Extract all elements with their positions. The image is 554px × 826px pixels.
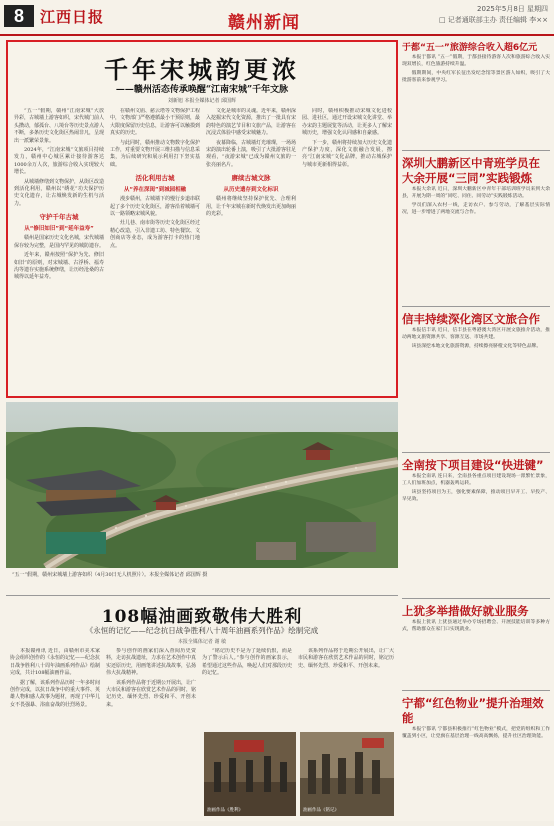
paragraph: 在赣州文庙、慈云塔等文物保护工程中，文物部门严格遵循最小干预原则，最大限度保留历史信息，让游客可以触摸到真实的历史。 <box>110 108 200 137</box>
paragraph: 该县深挖本地文化旅游资源，持续擦亮脐橙文化等特色品牌。 <box>411 343 542 349</box>
paragraph: 本报于都讯 “五一”假期，于都县接待游客人次和旅游综合收入实现双增长，红色旅游持续升温。 <box>402 55 550 67</box>
section-heading: 守护千年古城 <box>39 213 79 222</box>
paragraph: 下一步，赣州将持续加大历史文化遗产保护力度，深化文旅融合发展，擦亮“江南宋城”文化品牌，推动古城保护与城市更新相得益彰。 <box>302 139 392 168</box>
section-subheading: 从“修旧如旧”到“延年益寿” <box>24 226 94 233</box>
oil-painting-2 <box>300 732 394 816</box>
lead-title: 千年宋城韵更浓 <box>104 55 300 84</box>
sidebar-article-text <box>402 726 550 826</box>
date-line: 2025年5月8日 星期四 <box>477 5 548 13</box>
paragraph: 参与创作的画家们深入查阅历史资料，走访抗战遗址，力求在艺术创作中真实还原历史，用画笔讲述抗战故事，弘扬伟大抗战精神。 <box>106 648 196 677</box>
header-info <box>439 4 548 26</box>
article2-column-4 <box>298 648 394 728</box>
paragraph: 从城墙修缮到文物保护，从街区改造到活化利用，赣州以“绣花”功夫保护历史文化遗存，让古城焕发新的生机与活力。 <box>14 178 104 207</box>
divider <box>402 150 550 151</box>
painting-illustration <box>300 732 394 816</box>
photo-caption: “五一”假期，赣州宋城墙上游客如织（4月30日无人机照片）。本报全媒体记者 邱国辉 摄 <box>12 572 208 578</box>
divider <box>402 452 550 453</box>
lead-column-1 <box>14 108 104 394</box>
article2-subtitle: 《永恒的记忆——纪念抗日战争胜利八十周年油画系列作品》绘制完成 <box>85 626 319 635</box>
section-subheading: 从“养在深闺”到城园相融 <box>123 187 187 194</box>
sidebar-article-text <box>402 327 550 445</box>
sidebar-article-text <box>402 619 550 681</box>
article2-column-3 <box>202 648 292 728</box>
sidebar-article-title: 宁都“红色物业”提升治理效能 <box>402 696 544 725</box>
paragraph: 灶儿巷、南市街等历史文化街区经过精心改造，引入非遗工坊、特色餐饮、文创商店等业态，成为游客打卡的热门地点。 <box>110 220 200 249</box>
article2-title: 108幅油画致敬伟大胜利 <box>101 607 303 627</box>
column-title: 赣州新闻 <box>228 13 300 33</box>
oil-painting-1 <box>204 732 296 816</box>
paragraph: 本报信丰讯 近日，信丰县在粤港澳大湾区开展文旅推介活动，推动两地文旅资源共享、客源互送、市场共建。 <box>402 328 550 340</box>
divider <box>402 690 550 691</box>
aerial-photo-city-wall <box>6 402 398 568</box>
sidebar-article-title: 上犹多举措做好就业服务 <box>402 604 529 618</box>
paragraph: 本报宁都讯 宁都县积极推行“红色物业”模式，把党的组织和工作覆盖到小区，让党旗在基层治理一线高高飘扬，提升社区治理效能。 <box>402 727 550 739</box>
sidebar-article-title: 信丰持续深化湾区文旅合作 <box>402 312 540 326</box>
paragraph: 同时，赣州积极推动宋城文化进校园、进社区，通过开设宋城文化讲堂、举办宋韵主题展览等活动，让更多人了解宋城历史，增强文化认同感和自豪感。 <box>302 108 392 137</box>
painting-caption: 油画作品《胜利》 <box>207 808 243 813</box>
lead-column-2 <box>110 108 200 394</box>
paragraph: 本报大余讯 近日，深圳大鹏新区中青年干部培训班学员来到大余县，开展为期一周的“同吃、同住、同劳动”实践锻炼活动。 <box>402 187 550 199</box>
article2-column-2 <box>106 648 196 728</box>
paragraph: “铭记历史不是为了延续仇恨，而是为了警示后人。”参与创作的画家表示，希望通过这些作品，唤起人们对那段历史的记忆。 <box>202 648 292 677</box>
lead-article <box>6 40 398 398</box>
paragraph: 该系列作品将于近期公开展出，让广大市民和游客在欣赏艺术作品的同时，铭记历史、缅怀先烈、珍爱和平、开创未来。 <box>106 679 196 708</box>
paragraph: 本报赣州讯 近日，由赣州市美术家协会组织创作的《永恒的记忆——纪念抗日战争胜利八十周年油画系列作品》绘制完成，共计108幅油画作品。 <box>10 648 100 677</box>
divider <box>402 306 550 307</box>
editor-line: □ 记者通联部主办 责任编辑 李×× <box>438 16 548 24</box>
article2-byline: 本报全媒体记者 谢 敏 <box>177 639 227 645</box>
sidebar-article <box>402 458 550 591</box>
sidebar-article-title: 深圳大鹏新区中青班学员在大余开展“三同”实践锻炼 <box>402 156 540 185</box>
section-subheading: 从历史遗存到文化标识 <box>223 187 279 194</box>
paragraph: 与此同时，赣州推动文物数字化保护工作，对重要文物开展三维扫描与信息采集，为后续研究和展示利用打下坚实基础。 <box>110 139 200 168</box>
paragraph: 2024年，“江南宋城”文旅项目持续发力，赣州中心城区累计接待游客达1000余万人次，旅游综合收入实现较大增长。 <box>14 147 104 176</box>
sidebar-article-title: 全南按下项目建设“快进键” <box>402 458 544 472</box>
painting-illustration <box>204 732 296 816</box>
lead-column-3 <box>206 108 296 394</box>
sidebar-article <box>402 312 550 445</box>
divider <box>402 598 550 599</box>
sidebar-article <box>402 604 550 681</box>
section-heading: 活化利用古城 <box>135 174 175 183</box>
paragraph: 该系列作品将于近期公开展出，让广大市民和游客在欣赏艺术作品的同时，铭记历史、缅怀先烈、珍爱和平、开创未来。 <box>298 648 394 669</box>
lead-column-4 <box>302 108 392 394</box>
sidebar-article-text <box>402 54 550 150</box>
paragraph: 本报上犹讯 上犹县通过举办专场招聘会、开展技能培训等多种方式，帮助群众在家门口实现就业。 <box>402 620 550 632</box>
section-heading: 赓续古城文脉 <box>231 174 271 183</box>
sidebar-article <box>402 42 550 150</box>
article2-column-1 <box>10 648 100 816</box>
lead-subtitle: ——赣州活态传承唤醒“江南宋城”千年文脉 <box>115 85 289 95</box>
paragraph: 该县坚持项目为王，强化要素保障，推动项目早开工、早投产、早见效。 <box>402 489 550 502</box>
paragraph: 赣州将继续坚持保护优先、合理利用，让千年宋城在新时代焕发出更加绚丽的光彩。 <box>206 196 296 218</box>
paragraph: 夜幕降临，古城墙灯光璀璨，一场场宋韵演出轮番上演，吸引了大批游客驻足观看，“夜游宋城”已成为赣州文旅的一张亮丽名片。 <box>206 139 296 168</box>
sidebar-article <box>402 696 550 826</box>
paragraph: 近年来，赣州按照“保护为先、修旧如旧”的原则，对宋城墙、古浮桥、福寿沟等遗存实施系统修缮，让历经沧桑的古城得以延年益寿。 <box>14 252 104 281</box>
paragraph: 本报全南讯 连日来，全南县各重点项目建设现场一派繁忙景象，工人们加班加点，机器轰鸣运转。 <box>402 474 550 486</box>
photo-illustration <box>6 402 398 568</box>
paragraph: 假期期间，中央红军长征出发纪念馆等景区游人如织，吸引了大批游客前来参观学习。 <box>402 70 550 83</box>
paragraph: “五一”假期，赣州“江南宋城”大放异彩，古城墙上游客如织，宋代城门前人头攒动，郁孤台、八境台等历史景点游人不断，多条历史文化街区热闹非凡，呈现出一派繁荣景象。 <box>14 108 104 144</box>
divider <box>6 595 398 596</box>
sidebar-article <box>402 156 550 296</box>
paragraph: 据了解，该系列作品历时一年多时间创作完成，以抗日战争中的重大事件、英雄人物和感人故事为题材，再现了中华儿女不畏强暴、浴血奋战的壮烈场景。 <box>10 679 100 708</box>
page-header <box>0 0 554 36</box>
page-number: 8 <box>4 5 34 27</box>
painting-caption: 油画作品《铭记》 <box>303 808 339 813</box>
sidebar-article-text <box>402 473 550 591</box>
sidebar-article-title: 于都“五一”旅游综合收入超6亿元 <box>402 43 538 53</box>
sidebar-article-text <box>402 186 550 296</box>
paragraph: 赣州是国家历史文化名城，宋代城墙保存较为完整，是国内罕见的城防遗存。 <box>14 235 104 249</box>
paragraph: 漫步赣州，古城墙下的慢行步道串联起了多个历史文化街区，游客沿着城墙可以一路领略宋城风貌。 <box>110 196 200 218</box>
sidebar-news <box>402 38 550 818</box>
masthead-logo: 江西日报 <box>40 8 105 26</box>
paragraph: 学员们深入农村一线，走访农户、参与劳动，了解基层实际情况，进一步增进了两地交流与合作。 <box>402 202 550 215</box>
lead-byline: 刘新旭 本报全媒体记者 邱国辉 <box>167 98 237 104</box>
paragraph: 文化是城市的灵魂。近年来，赣州深入挖掘宋代文化资源，推出了一批具有宋韵特色的演艺节目和文旅产品，让游客在沉浸式体验中感受宋城魅力。 <box>206 108 296 137</box>
